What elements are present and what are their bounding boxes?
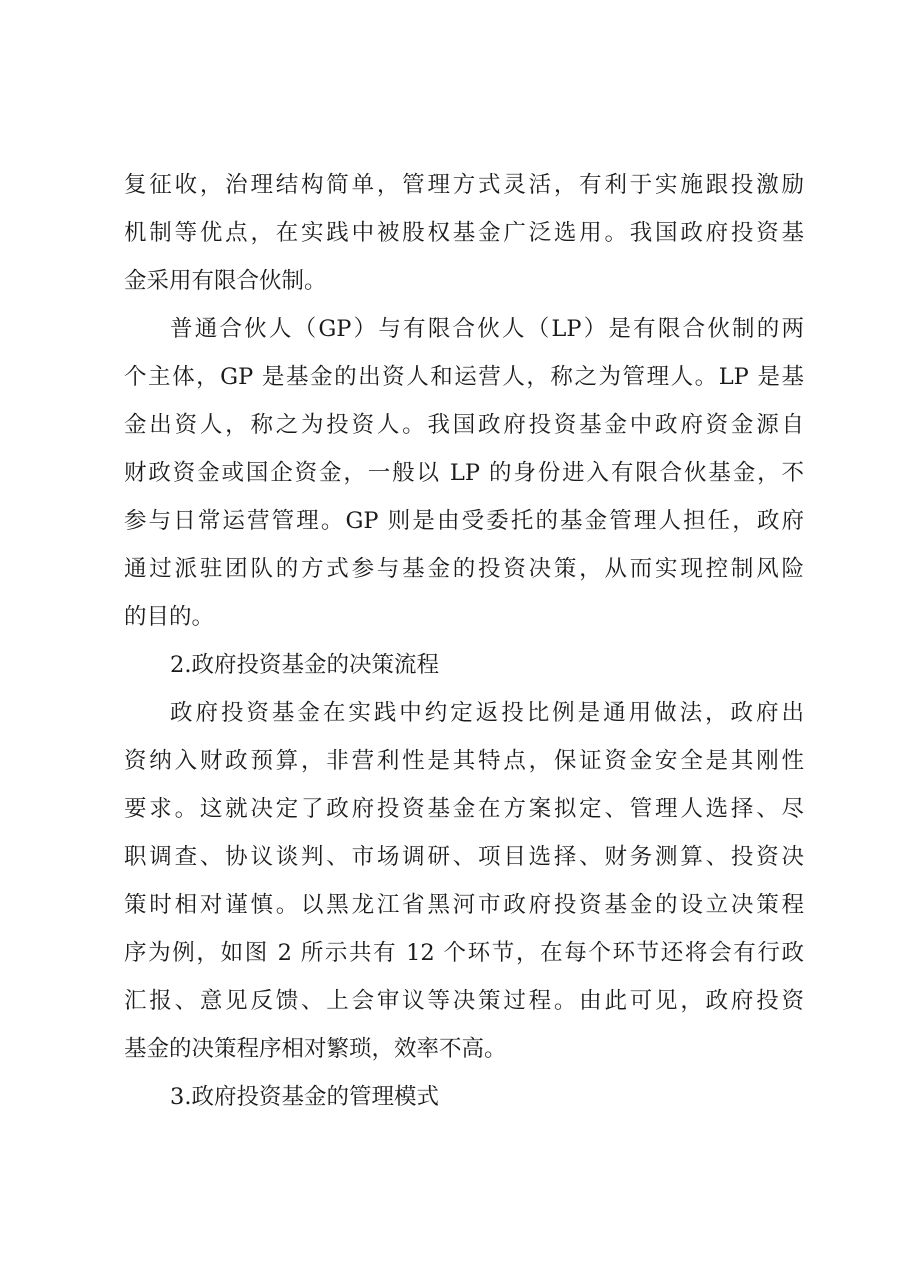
paragraph-3-line-4: 职调查、协议谈判、市场调研、项目选择、财务测算、投资决 xyxy=(124,844,804,870)
paragraph-2-line-1: 普通合伙人（GP）与有限合伙人（LP）是有限合伙制的两 xyxy=(170,316,804,342)
paragraph-2-line-3: 金出资人，称之为投资人。我国政府投资基金中政府资金源自 xyxy=(124,412,804,438)
paragraph-2-line-6: 通过派驻团队的方式参与基金的投资决策，从而实现控制风险 xyxy=(124,556,804,582)
paragraph-3-line-7: 汇报、意见反馈、上会审议等决策过程。由此可见，政府投资 xyxy=(124,988,804,1014)
paragraph-3-line-2: 资纳入财政预算，非营利性是其特点，保证资金安全是其刚性 xyxy=(124,748,804,774)
paragraph-2-line-5: 参与日常运营管理。GP 则是由受委托的基金管理人担任，政府 xyxy=(124,508,804,534)
paragraph-2-line-2: 个主体，GP 是基金的出资人和运营人，称之为管理人。LP 是基 xyxy=(124,364,804,390)
paragraph-3-line-1: 政府投资基金在实践中约定返投比例是通用做法，政府出 xyxy=(170,700,804,726)
paragraph-3-line-3: 要求。这就决定了政府投资基金在方案拟定、管理人选择、尽 xyxy=(124,796,804,822)
paragraph-2-line-4: 财政资金或国企资金，一般以 LP 的身份进入有限合伙基金，不 xyxy=(124,460,804,486)
paragraph-1-line-3: 金采用有限合伙制。 xyxy=(124,268,327,294)
section-heading-3: 3.政府投资基金的管理模式 xyxy=(170,1084,439,1110)
paragraph-1-line-1: 复征收，治理结构简单，管理方式灵活，有利于实施跟投激励 xyxy=(124,172,804,198)
paragraph-2-line-7: 的目的。 xyxy=(124,604,215,630)
paragraph-3-line-6: 序为例，如图 2 所示共有 12 个环节，在每个环节还将会有行政 xyxy=(124,940,804,966)
paragraph-3-line-8: 基金的决策程序相对繁琐，效率不高。 xyxy=(124,1036,507,1062)
paragraph-3-line-5: 策时相对谨慎。以黑龙江省黑河市政府投资基金的设立决策程 xyxy=(124,892,804,918)
paragraph-1-line-2: 机制等优点，在实践中被股权基金广泛选用。我国政府投资基 xyxy=(124,220,804,246)
section-heading-2: 2.政府投资基金的决策流程 xyxy=(170,652,439,678)
